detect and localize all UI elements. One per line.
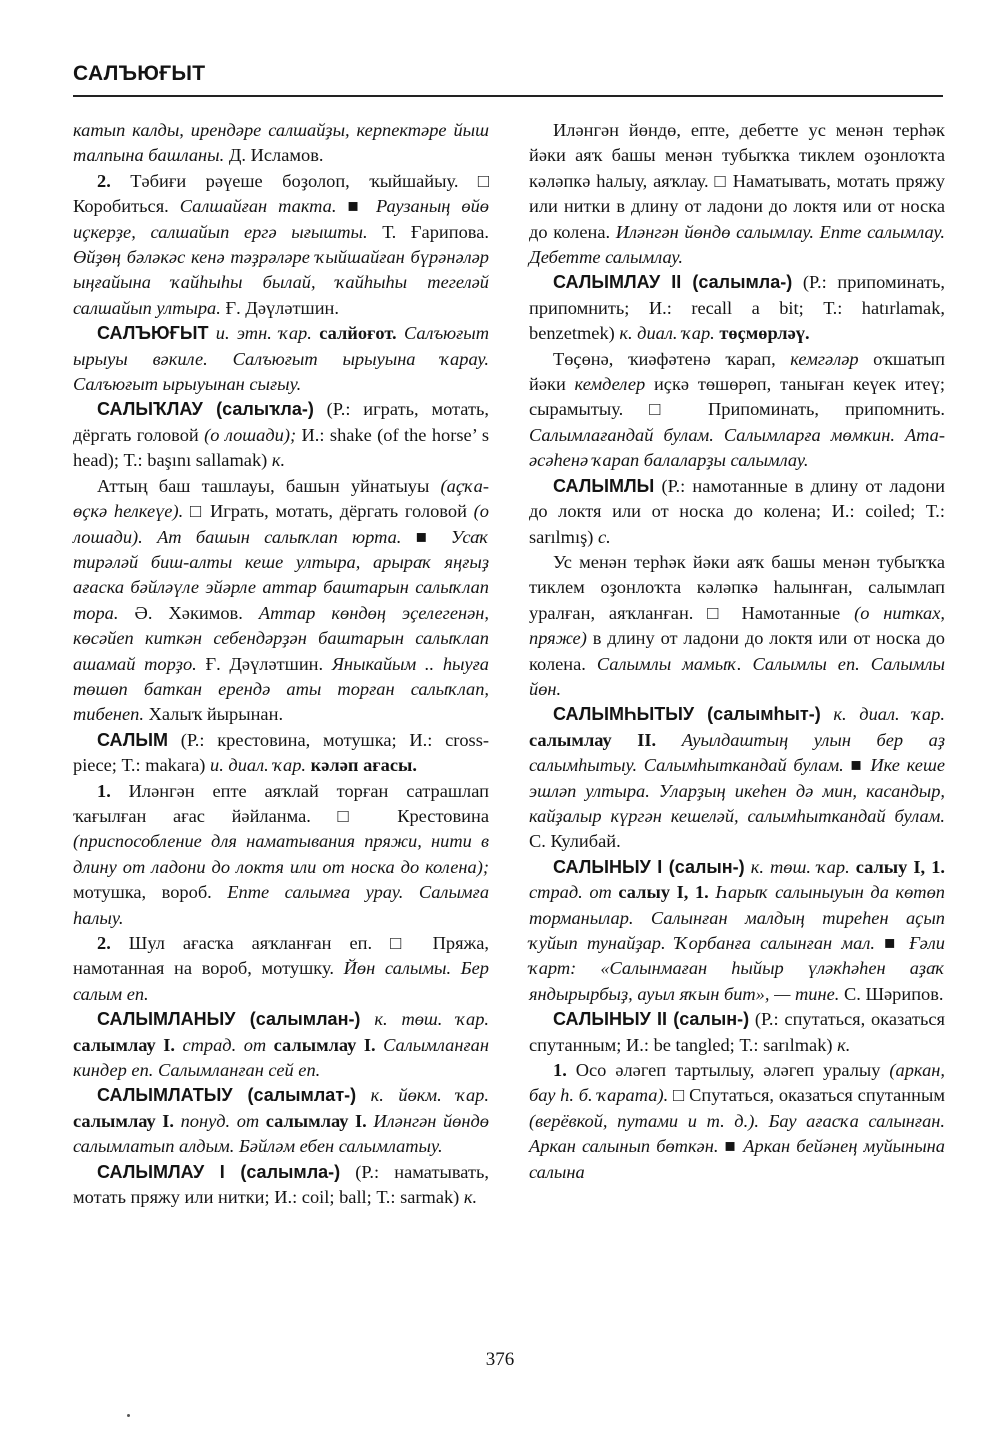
- entry-sense: 1. Осо әләгеп тартылыу, әләгеп уралыу (аркан, бау һ. б. ҡарата). □ Спутаться, оказаться спутанным (верёвкой, путами и т. д.). Бау ағасҡа салынған. Аркан салынып бөткән. ■ Аркан бейәнең муйынына салына: [529, 1060, 946, 1182]
- dictionary-entry: САЛЫМЛАУ I (салымла-) (Р.: наматывать, мотать пряжу или нитки; И.: coil; ball; Т.: sarmak) к.: [73, 1161, 489, 1208]
- headword: САЛЫМЛАТЫУ (салымлат-): [97, 1085, 357, 1106]
- dictionary-entry: САЛЫМЛАНЫУ (салымлан-) к. төш. ҡар. салымлау I. страд. от салымлау I. Салымланған киндер еп. Салымланған сей еп.: [73, 1009, 489, 1081]
- dictionary-entry: САЛЫМЛАУ II (салымла-) (Р.: припоминать, припомнить; И.: recall a bit; Т.: hatırlamak, benzetmek) к. диал. ҡар. төҫмөрләү.: [529, 272, 945, 344]
- headword: САЛЪЮҒЫТ: [97, 323, 209, 344]
- headword: САЛЫНЫУ I (салын-): [553, 856, 745, 877]
- header-rule: [73, 95, 943, 97]
- entry-sense: 2. Шул ағасҡа аяҡланған еп. □ Пряжа, намотанная на вороб, мотушку. Йөн салымы. Бер салым еп.: [73, 933, 489, 1004]
- right-column: [529, 118, 945, 1185]
- headword: САЛЫМЛЫ: [553, 475, 655, 496]
- entry-sense: 2. Тәбиғи рәүеше боҙолоп, ҡыйшайыу. □ Коробиться. Салшайған такта. ■ Раузаның өйө иҫкерҙе, салшайып ергә ығышты. Т. Ғарипова. Өйҙөң бәләкәс кенә тәҙрәләре ҡыйшайған бүрәнәләр ыңғайына ҡайһыһы былай, ҡайһыһы тегеләй салшайып ултыра. Ғ. Дәүләтшин.: [73, 170, 489, 318]
- dictionary-entry: САЛЫМ (Р.: крестовина, мотушка; И.: cross-piece; Т.: makara) и. диал. ҡар. кәләп ағасы.: [73, 729, 489, 776]
- headword: САЛЫҠЛАУ (салыҡла-): [97, 399, 314, 420]
- headword: САЛЫМЛАУ I (салымла-): [97, 1161, 341, 1182]
- dictionary-entry: САЛЫМЛЫ (Р.: намотанные в длину от ладони до локтя или от носка до колена; И.: coiled; Т.: sarılmış) с.: [529, 475, 945, 547]
- entry-definition: Төҫөнә, ҡиәфәтенә ҡарап, кемгәләр оҡшатып йәки кемделер иҫкә төшөрөп, таныған кеүек итеү; сырамытыу. □ Припоминать, припомнить. Салымлағандай булам. Салымларға мөмкин. Ата-әсәһенә ҡарап балаларҙы салымлау.: [529, 348, 945, 471]
- dictionary-entry: САЛЫНЫУ II (салын-) (Р.: спутаться, оказаться спутанным; И.: be tangled; Т.: sarılmak) к.: [529, 1009, 945, 1055]
- left-column: [73, 118, 489, 1210]
- dictionary-entry: САЛЫНЫУ I (салын-) к. төш. ҡар. салыу I, 1. страд. от салыу I, 1. Һарыҡ салыныуын да көтөп торманылар. Салынған малдың тиреһен аҫып ҡуйып тунайҙар. Ҡорбанға салынған мал. ■ Ғәли ҡарт: «Салынмаған һыйыр үләкһәһен аҙаҡ яндырырбыҙ, ауыл яҡын бит», — тине. С. Шәрипов.: [529, 856, 945, 1004]
- entry-definition: Ус менән терһәк йәки аяҡ башы менән тубыҡҡа тиклем оҙонлоҡта кәләпкә һалынған, салымлап уралған, аяҡланған. □ Намотанные (о нитках, пряже) в длину от ладони до локтя или от носка до колена. Салымлы мамыҡ. Салымлы еп. Салымлы йөн.: [529, 551, 945, 699]
- headword: САЛЫНЫУ II (салын-): [553, 1009, 750, 1030]
- entry-definition: Иләнгән йөндө, епте, дебетте ус менән терһәк йәки аяҡ башы менән тубыҡҡа тиклем оҙонлоҡта кәләпкә һалыу, аяҡлау. □ Наматывать, мотать пряжу или нитки в длину от ладони до локтя или от носка до колена. Иләнгән йөндө салымлау. Епте салымлау. Дебетте салымлау.: [529, 120, 945, 268]
- headword: САЛЫМЛАНЫУ (салымлан-): [97, 1009, 361, 1030]
- running-head: САЛЪЮҒЫТ: [73, 62, 206, 85]
- headword: САЛЫМҺЫТЫУ (салымһыт-): [553, 704, 821, 725]
- headword: САЛЫМ: [97, 729, 169, 750]
- entry-sense: 1. Иләнгән епте аяҡлай торған сатрашлап ҡағылған ағас йәйланма. □ Крестовина (приспособление для наматывания пряжи, нити в длину от ладони до локтя или от носка до колена); мотушка, вороб. Епте салымға урау. Салымға һалыу.: [73, 780, 490, 928]
- dictionary-entry: САЛЫМҺЫТЫУ (салымһыт-) к. диал. ҡар. салымлау II. Ауылдаштың улын бер аҙ салымһытыу. Салымһыткандай булам. ■ Ике кеше эшләп ултыра. Уларҙың икеһен дә мин, касандыр, кайҙалыр күргән кешеләй, салымһыткандай булам. С. Кулибай.: [529, 704, 945, 852]
- dictionary-entry: САЛЪЮҒЫТ и. этн. ҡар. салйоғот. Салъюғыт ырыуы вәкиле. Салъюғыт ырыуына ҡарау. Салъюғыт ырыуынан сығыу.: [73, 323, 489, 395]
- entry-definition: Аттың баш ташлауы, башын уйнатыуы (аҫҡа-өҫкә һелкеүе). □ Играть, мотать, дёргать головой (о лошади). Ат башын салыҡлап юрта. ■ Усаҡ тирәләй биш-алты кеше ултыра, арыраҡ яңғыҙ ағаска бәйләүле эйәрле аттар баштарын салыҡлап тора. Ә. Хәкимов. Аттар көндөң эҫелегенән, көсәйеп киткән себендәрҙән баштарын салыҡлап ашамай торҙо. Ғ. Дәүләтшин. Яныкайым .. һыуға төшөп баткан ерендә аты торған салыҡлап, тибенеп. Халыҡ йырынан.: [73, 475, 490, 725]
- dictionary-entry: САЛЫМЛАТЫУ (салымлат-) к. йөкм. ҡар. салымлау I. понуд. от салымлау I. Иләнгән йөндө салымлатып алдым. Бәйләм ебен салымлатыу.: [73, 1085, 489, 1157]
- scan-speck: [127, 1414, 130, 1417]
- page-number: 376: [485, 1349, 515, 1370]
- entry-paragraph: катып калды, ирендәре салшайҙы, керпектәре йыш талпына башланы. Д. Исламов.: [73, 120, 489, 166]
- dictionary-entry: САЛЫҠЛАУ (салыҡла-) (Р.: играть, мотать, дёргать головой (о лошади); И.: shake (of the horse’ s head); Т.: başını sallamak) к.: [73, 399, 490, 471]
- headword: САЛЫМЛАУ II (салымла-): [553, 272, 793, 293]
